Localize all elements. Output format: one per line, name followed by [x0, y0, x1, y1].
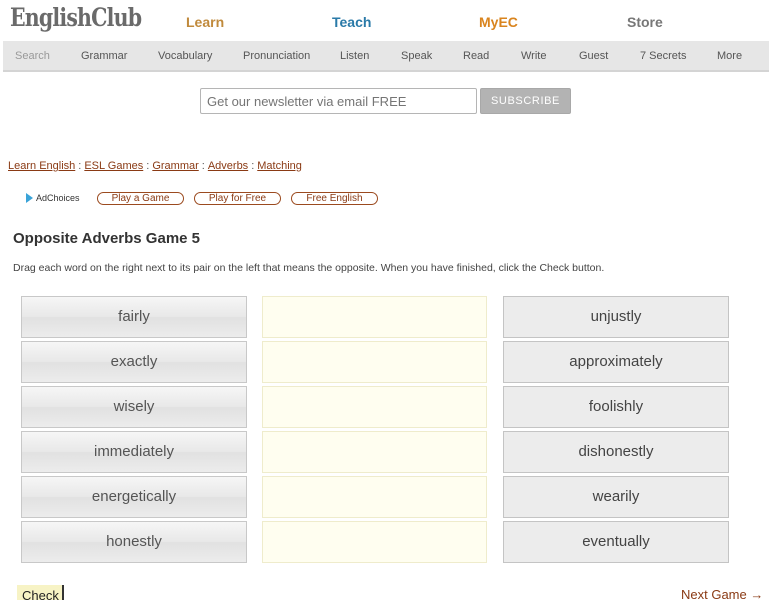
subnav-vocabulary[interactable]: Vocabulary — [158, 50, 213, 62]
breadcrumb-learn-english[interactable]: Learn English — [8, 160, 76, 172]
left-word-tile: energetically — [21, 476, 247, 518]
topnav-learn[interactable]: Learn — [186, 14, 225, 30]
adchoices-icon — [26, 193, 33, 203]
breadcrumb-adverbs[interactable]: Adverbs — [207, 160, 249, 172]
game-instructions: Drag each word on the right next to its pair on the left that means the opposite. When you have finished, click the Check button. — [13, 262, 605, 274]
ad-link-free-english[interactable]: Free English — [291, 192, 378, 205]
draggable-word-tile[interactable]: unjustly — [503, 296, 729, 338]
topnav-teach[interactable]: Teach — [332, 14, 372, 30]
subnav-listen[interactable]: Listen — [340, 50, 370, 62]
subnav-pronunciation[interactable]: Pronunciation — [243, 50, 311, 62]
breadcrumb-matching[interactable]: Matching — [257, 160, 302, 172]
newsletter-email-input[interactable] — [200, 88, 477, 114]
breadcrumb-grammar[interactable]: Grammar — [152, 160, 199, 172]
subnav-write[interactable]: Write — [521, 50, 547, 62]
draggable-word-tile[interactable]: eventually — [503, 521, 729, 563]
left-word-tile: exactly — [21, 341, 247, 383]
left-word-tile: fairly — [21, 296, 247, 338]
site-header — [0, 0, 771, 41]
subnav-more[interactable]: More — [717, 50, 743, 62]
drop-zone[interactable] — [262, 476, 487, 518]
drop-zone[interactable] — [262, 341, 487, 383]
adchoices-label: AdChoices — [36, 193, 80, 203]
drop-zone[interactable] — [262, 521, 487, 563]
subnav-guest[interactable]: Guest — [579, 50, 609, 62]
breadcrumb: Learn English : ESL Games : Grammar : Adverbs : Matching — [8, 160, 302, 172]
topnav-store[interactable]: Store — [627, 14, 663, 30]
left-word-tile: wisely — [21, 386, 247, 428]
page-title: Opposite Adverbs Game 5 — [13, 230, 201, 247]
topnav-myec[interactable]: MyEC — [479, 14, 518, 30]
subnav-read[interactable]: Read — [463, 50, 490, 62]
ad-link-play-for-free[interactable]: Play for Free — [194, 192, 281, 205]
draggable-word-tile[interactable]: dishonestly — [503, 431, 729, 473]
adchoices[interactable] — [26, 193, 80, 203]
draggable-word-tile[interactable]: wearily — [503, 476, 729, 518]
breadcrumb-esl-games[interactable]: ESL Games — [84, 160, 144, 172]
drop-zone[interactable] — [262, 296, 487, 338]
draggable-word-tile[interactable]: foolishly — [503, 386, 729, 428]
draggable-word-tile[interactable]: approximately — [503, 341, 729, 383]
subnav-7-secrets[interactable]: 7 Secrets — [640, 50, 687, 62]
subnav-speak[interactable]: Speak — [401, 50, 433, 62]
subnav-search[interactable]: Search — [15, 50, 50, 62]
drop-zone[interactable] — [262, 431, 487, 473]
check-button[interactable]: Check — [17, 585, 64, 600]
ad-link-play-a-game[interactable]: Play a Game — [97, 192, 184, 205]
next-game-link[interactable]: Next Game → — [681, 587, 764, 600]
subscribe-button[interactable]: SUBSCRIBE — [480, 88, 571, 114]
left-word-tile: immediately — [21, 431, 247, 473]
site-logo[interactable]: EnglishClub — [10, 3, 142, 32]
secondary-nav — [3, 41, 769, 72]
left-word-tile: honestly — [21, 521, 247, 563]
drop-zone[interactable] — [262, 386, 487, 428]
subnav-grammar[interactable]: Grammar — [81, 50, 128, 62]
